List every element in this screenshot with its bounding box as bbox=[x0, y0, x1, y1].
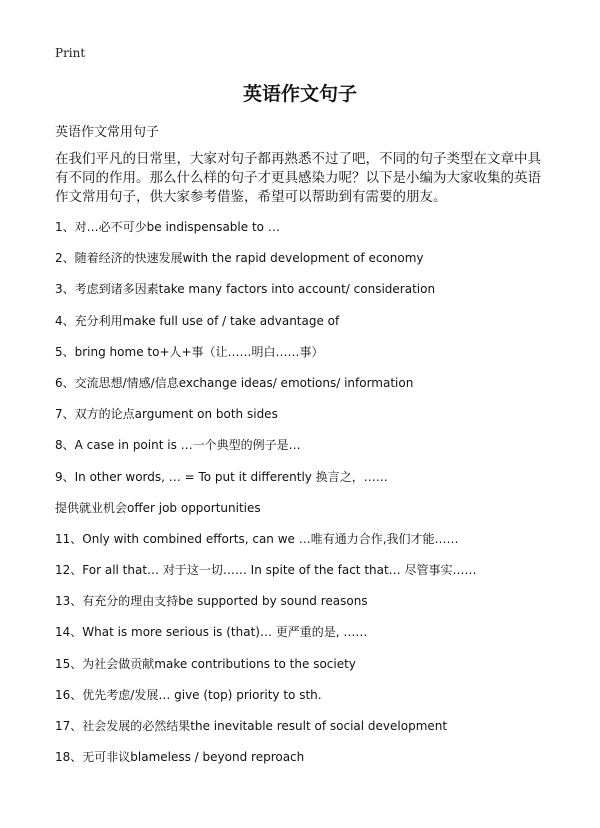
list-item: 5、bring home to+人+事（让……明白……事） bbox=[55, 344, 324, 359]
list-item: 15、为社会做贡献make contributions to the society bbox=[55, 656, 356, 671]
list-item: 16、优先考虑/发展… give (top) priority to sth. bbox=[55, 687, 322, 702]
list-item: 14、What is more serious is (that)… 更严重的是, …… bbox=[55, 625, 368, 640]
list-item: 18、无可非议blameless / beyond reproach bbox=[55, 750, 305, 765]
print-link[interactable]: Print bbox=[55, 46, 86, 60]
list-item: 12、For all that… 对于这一切…… In spite of the fact that… 尽管事实…… bbox=[55, 563, 477, 578]
intro-paragraph: 在我们平凡的日常里，大家对句子都再熟悉不过了吧，不同的句子类型在文章中具有不同的作用。那么什么样的句子才更具感染力呢？以下是小编为大家收集的英语作文常用句子，供大家参考借鉴，希望可以帮助到有需要的朋友。 bbox=[55, 151, 541, 205]
list-item: 17、社会发展的必然结果the inevitable result of social development bbox=[55, 719, 448, 733]
list-item: 13、有充分的理由支持be supported by sound reasons bbox=[55, 594, 368, 609]
list-item: 1、对…必不可少be indispensable to … bbox=[55, 220, 280, 234]
list-item: 4、充分利用make full use of / take advantage of bbox=[55, 313, 340, 328]
list-item: 9、In other words, … = To put it differently 换言之，…… bbox=[55, 469, 388, 484]
list-item: 7、双方的论点argument on both sides bbox=[55, 407, 278, 422]
section-subtitle: 英语作文常用句子 bbox=[55, 125, 160, 140]
list-item: 11、Only with combined efforts, can we …唯有通力合作,我们才能…… bbox=[55, 531, 459, 546]
list-item: 3、考虑到诸多因素take many factors into account/ consideration bbox=[55, 282, 436, 297]
list-item: 8、A case in point is …一个典型的例子是… bbox=[55, 438, 301, 453]
list-item: 6、交流思想/情感/信息exchange ideas/ emotions/ information bbox=[55, 375, 414, 390]
sentence-list bbox=[55, 217, 555, 778]
page-title: 英语作文句子 bbox=[242, 83, 357, 105]
list-item: 2、随着经济的快速发展with the rapid development of economy bbox=[55, 251, 424, 266]
list-item: 提供就业机会offer job opportunities bbox=[55, 500, 261, 515]
